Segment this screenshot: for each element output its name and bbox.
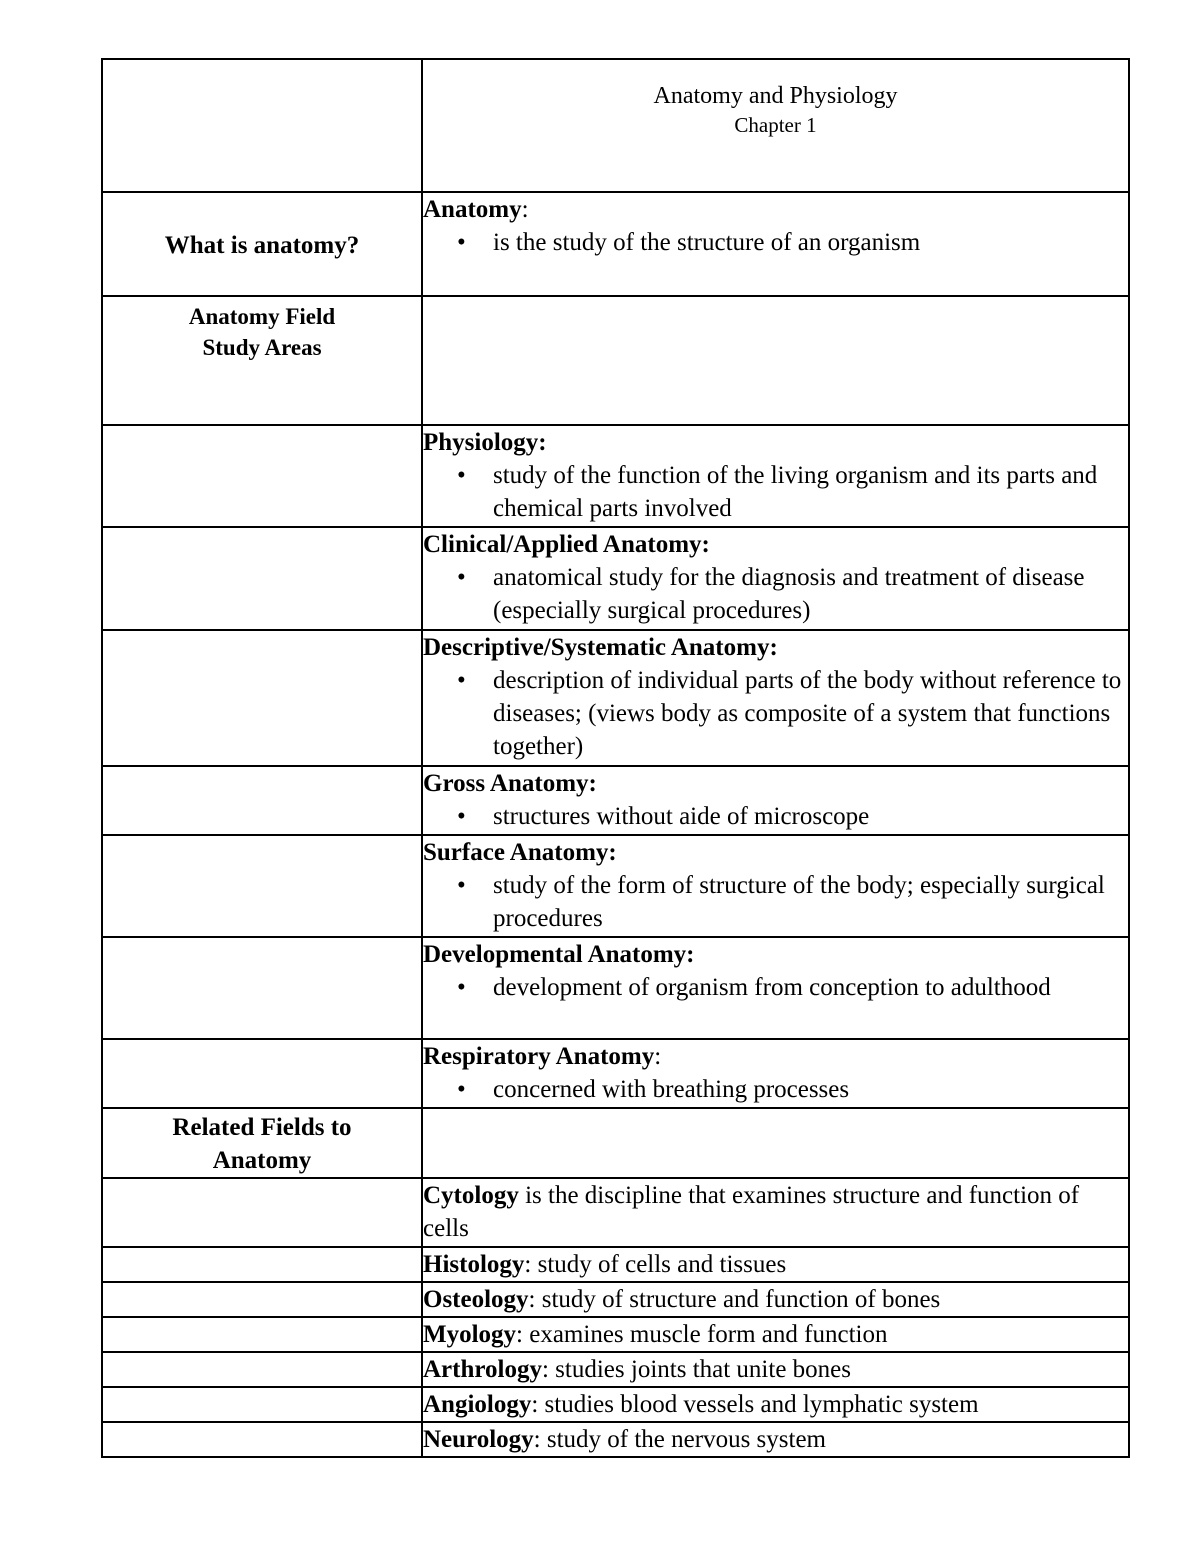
- entry-term: Clinical/Applied Anatomy:: [423, 531, 710, 558]
- table-row: [102, 527, 1129, 630]
- table-row: [102, 192, 1129, 296]
- empty-cell: [102, 1039, 422, 1108]
- entry-term: Angiology: [423, 1391, 532, 1418]
- entry-bullet: • structures without aide of microscope: [493, 800, 1128, 833]
- entry-cell: [422, 1178, 1129, 1247]
- entry-cell: [422, 835, 1129, 937]
- empty-cell: [102, 835, 422, 937]
- empty-cell: [102, 1422, 422, 1457]
- entry-bullet: • study of the form of structure of the body; especially surgical procedures: [493, 869, 1128, 935]
- empty-cell: [102, 527, 422, 630]
- entry-cell: [422, 527, 1129, 630]
- table-row: [102, 937, 1129, 1039]
- section-label-line1: Anatomy Field: [188, 304, 336, 329]
- entry-cell: [422, 1422, 1129, 1457]
- entry-term: Cytology: [423, 1182, 519, 1209]
- section-label-line2: Study Areas: [202, 335, 322, 360]
- entry-term: Myology: [423, 1321, 517, 1348]
- entry-text: : examines muscle form and function: [516, 1321, 888, 1348]
- entry-bullet: • development of organism from conception to adulthood: [493, 971, 1128, 1004]
- entry-text: : study of the nervous system: [533, 1426, 826, 1453]
- table-row: [102, 1108, 1129, 1178]
- question-cell: [102, 192, 422, 296]
- entry-text: : study of structure and function of bones: [528, 1286, 941, 1313]
- entry-text: : studies joints that unite bones: [541, 1356, 851, 1383]
- table-row: [102, 1282, 1129, 1317]
- document-subtitle: Chapter 1: [734, 113, 817, 137]
- empty-cell: [102, 630, 422, 766]
- table-row: [102, 1387, 1129, 1422]
- section-label: Related Fields to Anatomy: [172, 1114, 352, 1174]
- entry-cell: [422, 630, 1129, 766]
- table-row: [102, 630, 1129, 766]
- empty-cell: [102, 1282, 422, 1317]
- table-row: [102, 296, 1129, 425]
- entry-bullet: • study of the function of the living organism and its parts and chemical parts involved: [493, 459, 1128, 525]
- table-row: [102, 1178, 1129, 1247]
- entry-cell: [422, 1039, 1129, 1108]
- table-row: [102, 425, 1129, 527]
- empty-cell: [422, 296, 1129, 425]
- definition-bullet: • is the study of the structure of an organism: [493, 226, 1128, 259]
- entry-term: Physiology:: [423, 429, 547, 456]
- table-row: [102, 1352, 1129, 1387]
- empty-cell: [102, 1247, 422, 1282]
- section-label-cell: [102, 1108, 422, 1178]
- entry-bullet: • description of individual parts of the body without reference to diseases; (views body as composite of a system that functions together): [493, 664, 1128, 763]
- entry-term: Osteology: [423, 1286, 529, 1313]
- entry-term: Respiratory Anatomy: [423, 1043, 655, 1070]
- table-row: [102, 1317, 1129, 1352]
- entry-text: is the discipline that examines structure and function of cells: [423, 1182, 1080, 1242]
- entry-colon: :: [654, 1043, 662, 1070]
- definition-cell: [422, 192, 1129, 296]
- entry-cell: [422, 1282, 1129, 1317]
- definition-colon: :: [521, 196, 529, 223]
- table-row: [102, 1422, 1129, 1457]
- entry-bullet: • concerned with breathing processes: [493, 1073, 1128, 1106]
- empty-cell: [102, 766, 422, 835]
- entry-text: : studies blood vessels and lymphatic system: [531, 1391, 979, 1418]
- entry-cell: [422, 1387, 1129, 1422]
- empty-cell: [102, 937, 422, 1039]
- entry-term: Descriptive/Systematic Anatomy:: [423, 634, 778, 661]
- table-row: [102, 1039, 1129, 1108]
- section-label-cell: [102, 296, 422, 425]
- empty-cell: [102, 1352, 422, 1387]
- empty-cell: [102, 1178, 422, 1247]
- entry-term: Neurology: [423, 1426, 534, 1453]
- definition-term: Anatomy: [423, 196, 522, 223]
- entry-bullet: • anatomical study for the diagnosis and treatment of disease (especially surgical procedures): [493, 561, 1128, 627]
- table-row: [102, 835, 1129, 937]
- table-row: [102, 766, 1129, 835]
- question-label: What is anatomy?: [164, 232, 360, 259]
- header-cell: [422, 59, 1129, 192]
- entry-text: : study of cells and tissues: [524, 1251, 787, 1278]
- empty-cell: [102, 1317, 422, 1352]
- entry-cell: [422, 1247, 1129, 1282]
- entry-cell: [422, 766, 1129, 835]
- entry-term: Developmental Anatomy:: [423, 941, 695, 968]
- entry-cell: [422, 1317, 1129, 1352]
- entry-term: Arthrology: [423, 1356, 542, 1383]
- empty-cell: [102, 59, 422, 192]
- notes-table: [101, 58, 1130, 1458]
- entry-cell: [422, 937, 1129, 1039]
- entry-term: Surface Anatomy:: [423, 839, 617, 866]
- empty-cell: [102, 425, 422, 527]
- entry-cell: [422, 1352, 1129, 1387]
- table-row: [102, 59, 1129, 192]
- empty-cell: [422, 1108, 1129, 1178]
- entry-cell: [422, 425, 1129, 527]
- entry-term: Histology: [423, 1251, 525, 1278]
- document-title: Anatomy and Physiology: [653, 83, 898, 109]
- empty-cell: [102, 1387, 422, 1422]
- table-row: [102, 1247, 1129, 1282]
- entry-term: Gross Anatomy:: [423, 770, 597, 797]
